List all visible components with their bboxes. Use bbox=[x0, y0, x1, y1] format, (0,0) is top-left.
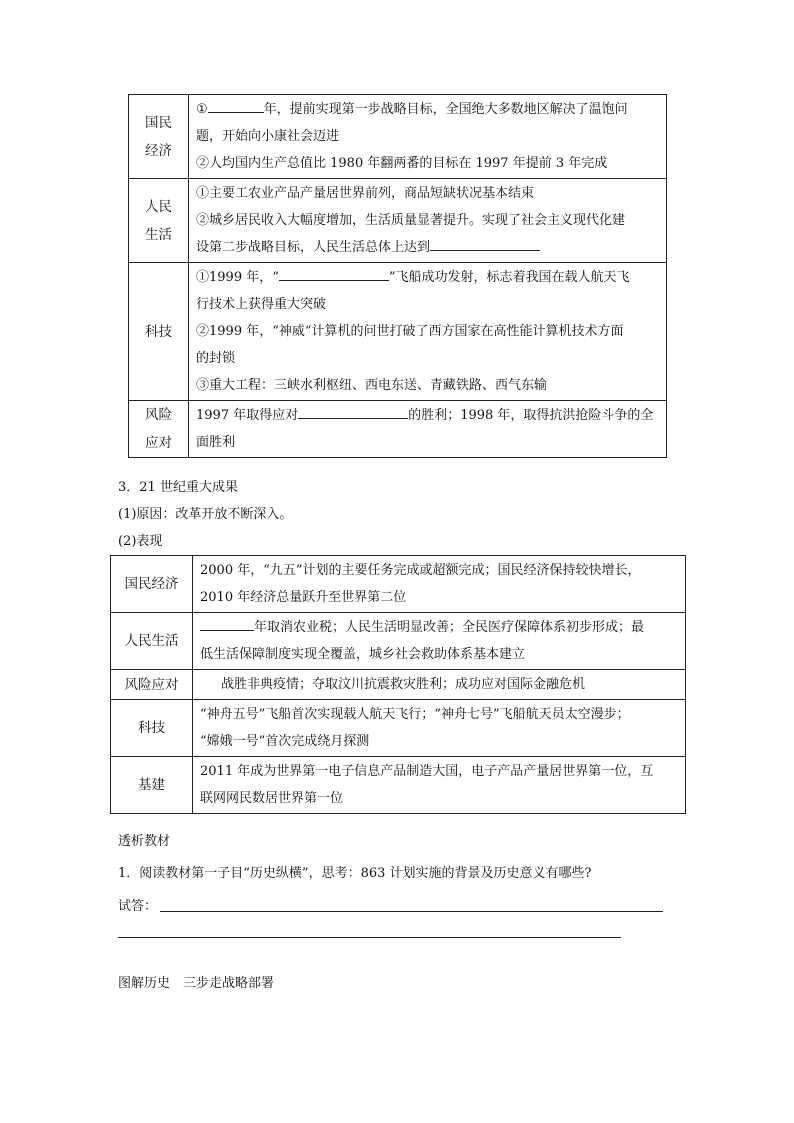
row-content: ①1999 年，“ ”飞船成功发射，标志着我国在载人航天飞 行技术上获得重大突破 ②1999 年，“神威”计算机的问世打破了西方国家在高性能计算机技术方面 的封锁 ③重大工程：三峡水利枢纽、西电东送、青藏铁路、西气东输 bbox=[189, 263, 667, 401]
table-row bbox=[129, 179, 667, 263]
table-row bbox=[111, 670, 686, 700]
answer-line[interactable] bbox=[118, 937, 621, 938]
table-row bbox=[129, 95, 667, 179]
row-label-risk-response: 风险应对 bbox=[111, 670, 193, 700]
row-content: 2011 年成为世界第一电子信息产品制造大国，电子产品产量居世界第一位，互 联网网民数居世界第一位 bbox=[193, 757, 686, 814]
answer-line[interactable] bbox=[160, 911, 663, 912]
fill-blank[interactable] bbox=[208, 98, 264, 113]
row-label-technology: 科技 bbox=[129, 263, 189, 401]
row-content: 年取消农业税；人民生活明显改善；全民医疗保障体系初步形成；最 低生活保障制度实现全覆盖，城乡社会救助体系基本建立 bbox=[193, 613, 686, 670]
performance-label: (2)表现 bbox=[118, 534, 163, 549]
analysis-title: 透析教材 bbox=[118, 834, 171, 849]
row-content: 2000 年，“九五”计划的主要任务完成或超额完成；国民经济保持较快增长， 2010 年经济总量跃升至世界第二位 bbox=[193, 556, 686, 613]
table-row bbox=[129, 401, 667, 458]
row-content: ① 年，提前实现第一步战略目标，全国绝大多数地区解决了温饱问 题，开始向小康社会迈进 ②人均国内生产总值比 1980 年翻两番的目标在 1997 年提前 3 年完成 bbox=[189, 95, 667, 179]
row-content: ①主要工农业产品产量居世界前列，商品短缺状况基本结束 ②城乡居民收入大幅度增加，生活质量显著提升。实现了社会主义现代化建 设第二步战略目标，人民生活总体上达到 bbox=[189, 179, 667, 263]
achievements-table-1990s bbox=[128, 94, 667, 458]
row-label-people-life: 人民 生活 bbox=[129, 179, 189, 263]
row-label-national-economy: 国民 经济 bbox=[129, 95, 189, 179]
row-label-risk-response: 风险 应对 bbox=[129, 401, 189, 458]
analysis-question: 1．阅读教材第一子目“历史纵横”，思考：863 计划实施的背景及历史意义有哪些? bbox=[118, 866, 592, 881]
section-heading: 3．21 世纪重大成果 bbox=[118, 480, 238, 495]
table-row bbox=[111, 613, 686, 670]
achievements-table-21st-century bbox=[110, 555, 686, 814]
answer-label: 试答： bbox=[118, 899, 158, 914]
table-row bbox=[111, 700, 686, 757]
row-label-technology: 科技 bbox=[111, 700, 193, 757]
fill-blank[interactable] bbox=[279, 266, 389, 281]
row-content: 1997 年取得应对 的胜利；1998 年，取得抗洪抢险斗争的全 面胜利 bbox=[189, 401, 667, 458]
row-content: 战胜非典疫情；夺取汶川抗震救灾胜利；成功应对国际金融危机 bbox=[193, 670, 686, 700]
row-label-infrastructure: 基建 bbox=[111, 757, 193, 814]
row-content: “神舟五号”飞船首次实现载人航天飞行；“神舟七号”飞船航天员太空漫步； “嫦娥一号”首次完成绕月探测 bbox=[193, 700, 686, 757]
table-row bbox=[111, 757, 686, 814]
table-row bbox=[129, 263, 667, 401]
diagram-title: 图解历史 三步走战略部署 bbox=[118, 976, 275, 991]
fill-blank[interactable] bbox=[430, 236, 540, 251]
fill-blank[interactable] bbox=[298, 404, 408, 419]
fill-blank[interactable] bbox=[200, 616, 254, 631]
row-label-national-economy: 国民经济 bbox=[111, 556, 193, 613]
reason-text: (1)原因：改革开放不断深入。 bbox=[118, 507, 293, 522]
row-label-people-life: 人民生活 bbox=[111, 613, 193, 670]
table-row bbox=[111, 556, 686, 613]
